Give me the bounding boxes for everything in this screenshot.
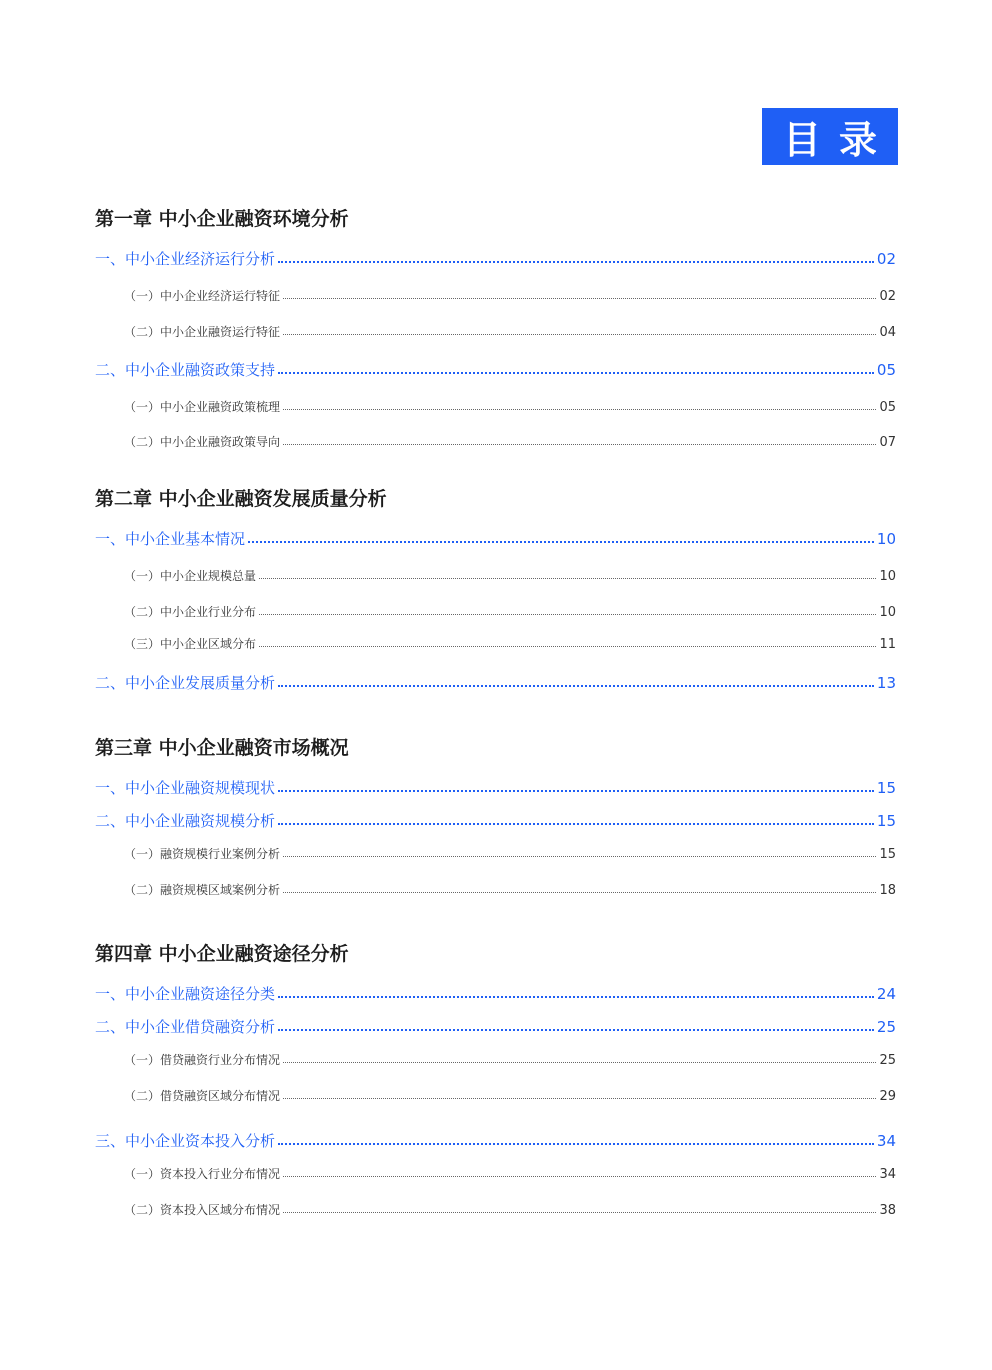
dot-leader xyxy=(283,409,876,410)
subsection-label: （二）资本投入区域分布情况 xyxy=(124,1203,281,1217)
dot-leader xyxy=(283,892,876,893)
toc-title: 目录 xyxy=(762,108,898,165)
toc-section-entry[interactable] xyxy=(95,778,896,798)
toc-section-entry[interactable] xyxy=(95,249,896,269)
toc-subsection-entry[interactable] xyxy=(124,433,896,452)
subsection-label: （一）中小企业经济运行特征 xyxy=(124,289,281,303)
section-label: 二、中小企业融资规模分析 xyxy=(95,812,276,830)
toc-section-entry[interactable] xyxy=(95,529,896,549)
toc-section-entry[interactable] xyxy=(95,1017,896,1037)
subsection-label: （二）中小企业融资运行特征 xyxy=(124,325,281,339)
subsection-label: （二）中小企业融资政策导向 xyxy=(124,435,281,449)
page-number: 13 xyxy=(876,674,896,692)
dot-leader xyxy=(278,823,874,825)
page-number: 07 xyxy=(879,435,896,450)
page-number: 38 xyxy=(879,1203,896,1218)
section-label: 一、中小企业融资途径分类 xyxy=(95,985,276,1003)
toc-section-entry[interactable] xyxy=(95,673,896,693)
page-number: 25 xyxy=(879,1053,896,1068)
toc-section-entry[interactable] xyxy=(95,811,896,831)
toc-subsection-entry[interactable] xyxy=(124,881,896,900)
toc-subsection-entry[interactable] xyxy=(124,1051,896,1070)
page-number: 25 xyxy=(876,1018,896,1036)
toc-subsection-entry[interactable] xyxy=(124,1201,896,1220)
toc-section-entry[interactable] xyxy=(95,360,896,380)
page-number: 15 xyxy=(876,779,896,797)
page-number: 04 xyxy=(879,325,896,340)
page-number: 10 xyxy=(876,530,896,548)
section-label: 二、中小企业借贷融资分析 xyxy=(95,1018,276,1036)
dot-leader xyxy=(283,298,876,299)
chapter-heading: 第三章 中小企业融资市场概况 xyxy=(95,737,349,759)
page-number: 34 xyxy=(879,1167,896,1182)
subsection-label: （二）中小企业行业分布 xyxy=(124,605,257,619)
page-number: 05 xyxy=(876,361,896,379)
dot-leader xyxy=(283,334,876,335)
dot-leader xyxy=(278,261,874,263)
subsection-label: （二）融资规模区域案例分析 xyxy=(124,883,281,897)
toc-subsection-entry[interactable] xyxy=(124,398,896,417)
page-number: 05 xyxy=(879,400,896,415)
page-number: 24 xyxy=(876,985,896,1003)
page-number: 11 xyxy=(879,637,896,652)
subsection-label: （一）融资规模行业案例分析 xyxy=(124,847,281,861)
chapter-heading: 第一章 中小企业融资环境分析 xyxy=(95,208,349,230)
chapter-heading: 第二章 中小企业融资发展质量分析 xyxy=(95,488,387,510)
subsection-label: （二）借贷融资区域分布情况 xyxy=(124,1089,281,1103)
dot-leader xyxy=(283,1098,876,1099)
toc-subsection-entry[interactable] xyxy=(124,603,896,622)
dot-leader xyxy=(278,996,874,998)
subsection-label: （一）借贷融资行业分布情况 xyxy=(124,1053,281,1067)
section-label: 一、中小企业融资规模现状 xyxy=(95,779,276,797)
dot-leader xyxy=(248,541,874,543)
subsection-label: （一）中小企业规模总量 xyxy=(124,569,257,583)
section-label: 二、中小企业融资政策支持 xyxy=(95,361,276,379)
page-number: 18 xyxy=(879,883,896,898)
toc-section-entry[interactable] xyxy=(95,984,896,1004)
dot-leader xyxy=(278,1029,874,1031)
section-label: 一、中小企业基本情况 xyxy=(95,530,246,548)
dot-leader xyxy=(283,1062,876,1063)
toc-section-entry[interactable] xyxy=(95,1131,896,1151)
toc-subsection-entry[interactable] xyxy=(124,1165,896,1184)
section-label: 二、中小企业发展质量分析 xyxy=(95,674,276,692)
page-number: 02 xyxy=(876,250,896,268)
dot-leader xyxy=(283,856,876,857)
dot-leader xyxy=(259,614,876,615)
page-number: 10 xyxy=(879,605,896,620)
toc-subsection-entry[interactable] xyxy=(124,287,896,306)
dot-leader xyxy=(278,1143,874,1145)
section-label: 一、中小企业经济运行分析 xyxy=(95,250,276,268)
toc-subsection-entry[interactable] xyxy=(124,1087,896,1106)
page-number: 15 xyxy=(876,812,896,830)
section-label: 三、中小企业资本投入分析 xyxy=(95,1132,276,1150)
toc-subsection-entry[interactable] xyxy=(124,845,896,864)
toc-subsection-entry[interactable] xyxy=(124,323,896,342)
subsection-label: （一）中小企业融资政策梳理 xyxy=(124,400,281,414)
dot-leader xyxy=(278,790,874,792)
dot-leader xyxy=(283,1212,876,1213)
dot-leader xyxy=(283,444,876,445)
page-number: 29 xyxy=(879,1089,896,1104)
dot-leader xyxy=(278,685,874,687)
dot-leader xyxy=(283,1176,876,1177)
subsection-label: （一）资本投入行业分布情况 xyxy=(124,1167,281,1181)
toc-subsection-entry[interactable] xyxy=(124,635,896,654)
dot-leader xyxy=(278,372,874,374)
chapter-heading: 第四章 中小企业融资途径分析 xyxy=(95,943,349,965)
toc-subsection-entry[interactable] xyxy=(124,567,896,586)
page-number: 10 xyxy=(879,569,896,584)
subsection-label: （三）中小企业区域分布 xyxy=(124,637,257,651)
page-number: 34 xyxy=(876,1132,896,1150)
page-number: 02 xyxy=(879,289,896,304)
dot-leader xyxy=(259,646,876,647)
page-number: 15 xyxy=(879,847,896,862)
dot-leader xyxy=(259,578,876,579)
